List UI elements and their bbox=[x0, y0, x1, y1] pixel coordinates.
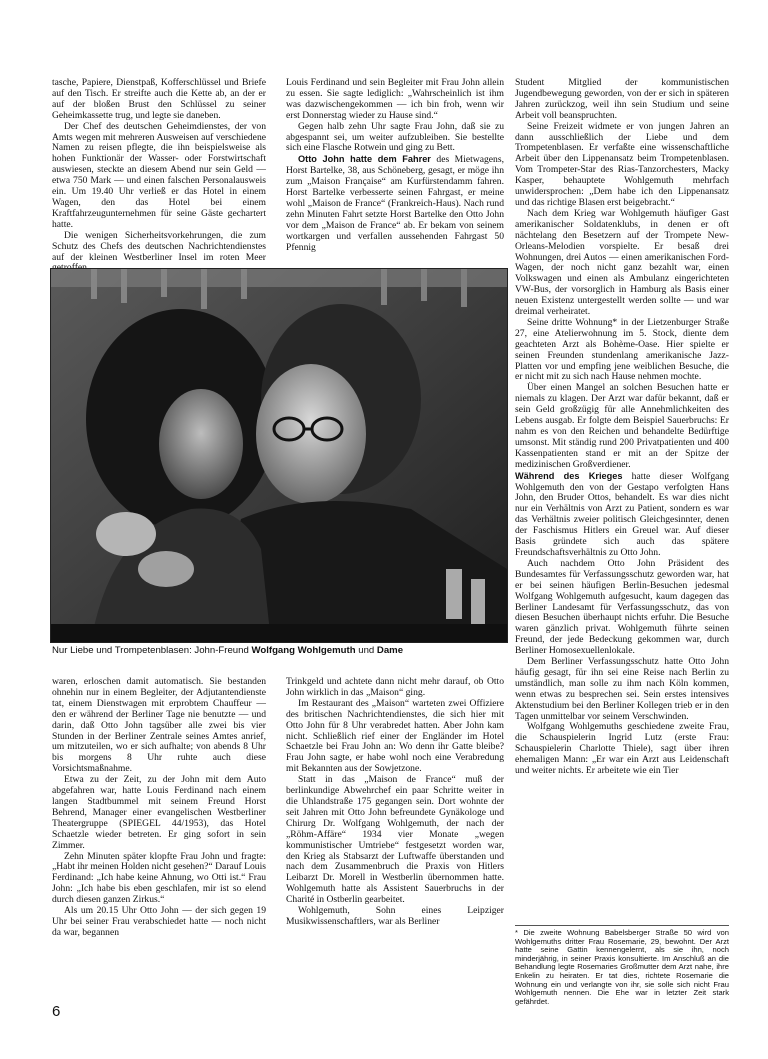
photo-caption bbox=[52, 645, 506, 656]
paragraph: waren, erloschen damit automatisch. Sie bestanden ohnehin nur in einem Begleiter, der Adjutantendienste tat, einem Dienstwagen mit erprobtem Chauffeur — den er während der Berliner Tage nie benutzte — und darin, daß Otto John tagsüber alle zwei bis vier Stunden in der Berliner Zentrale seines Amtes anrief, um mitzuteilen, wo er sich aufhalte; von abends 8 Uhr bis morgens 8 Uhr ruhte auch diese Vorsichtsmaßnahme. bbox=[52, 676, 266, 775]
column-2-bottom bbox=[286, 677, 504, 928]
paragraph: Gegen halb zehn Uhr sagte Frau John, daß sie zu abgespannt sei, um weiter aufzubleiben. Sie bestellte sich eine Flasche Rotwein und ging zu Bett. bbox=[286, 120, 504, 154]
caption-mid: und bbox=[355, 645, 377, 656]
paragraph: Etwa zu der Zeit, zu der John mit dem Auto abgefahren war, hatte Louis Ferdinand nach einem langen Stadtbummel mit seinem Freund Horst Behrend, Manager einer evangelischen Westberliner Theatergruppe (SPIEGEL 44/1953), das Hotel Schaetzle wieder betreten. Er ging sofort in sein Zimmer. bbox=[52, 774, 266, 851]
paragraph: Über einen Mangel an solchen Besuchen hatte er niemals zu klagen. Der Arzt war dafür bekannt, daß er sein Geld großzügig für alle Annehmlichkeiten des Lebens ausgab. Er folgte dem Beispiel Sauerbruchs: Er nahm es von den Reichen und behandelte Bedürftige umsonst. Mit ständig rund 200 Privatpatienten und 400 Kassenpatienten stand er mit an der Spitze der medizinischen Großverdiener. bbox=[515, 382, 729, 470]
column-1-bottom bbox=[52, 677, 266, 939]
paragraph: Im Restaurant des „Maison“ warteten zwei Offiziere des britischen Nachrichtendienstes, die sich hier mit Otto John für 8 Uhr verabredet hatten. Aber John kam nicht. Schließlich rief einer der Engländer im Hotel Schaetzle bei Frau John an: Wo denn ihr Gatte bleibe? Frau John sagte, er habe wohl noch eine Verabredung mit Bekannten aus der Sowjetzone. bbox=[286, 697, 504, 775]
footnote: * Die zweite Wohnung Babelsberger Straße 50 wird von Wohlgemuths dritter Frau Rosemarie, 29, bewohnt. Der Arzt hatte seine Gattin kennengelernt, als sie ihn, noch minderjährig, in seiner Praxis konsultierte. Im Anschluß an die Behandlung legte Rosemaries Großmutter dem Arzt nahe, ihre Enkelin zu heiraten. Er tat dies, richtete Rosemarie die Wohnung ein und verlangte von ihr, sie solle sich nicht Frau Wohlgemuth nennen. Die Ehe war in letzter Zeit stark gefährdet. bbox=[515, 925, 729, 1006]
column-2-top bbox=[286, 78, 504, 254]
caption-name: Wolfgang Wohlgemuth bbox=[251, 645, 356, 656]
paragraph: Auch nachdem Otto John Präsident des Bundesamtes für Verfassungsschutz geworden war, hat er bei seinen häufigen Berlin-Besuchen jedesmal Wolfgang Wohlgemuth aufgesucht, kaum dagegen das Berliner Landesamt für Verfassungsschutz, das von diesen Besuchen überhaupt nichts erfuhr. Die Besuche waren gänzlich privat. Wohlgemuth führte seinen Freund, der jede Bedeckung gekommen war, durch Berliner Homosexuellenlokale. bbox=[515, 557, 729, 657]
photo-image bbox=[51, 269, 507, 642]
paragraph bbox=[286, 154, 504, 253]
column-3 bbox=[515, 78, 729, 777]
paragraph-text: des Mietwagens, Horst Bartelke, 38, aus Schöneberg, gesagt, er möge ihn zum „Maison Française“ am Kurfürstendamm fahren. Horst Bartelke verbesserte seinen Fahrgast, er meine wohl „Maison de France“ (Frankreich-Haus). Nach rund zehn Minuten Fahrt setzte Horst Bartelke den Otto John vor dem „Maison de France“ ab. Er bekam von seinem wortkargen und verfallen aussehenden Fahrgast 50 Pfennig bbox=[286, 154, 504, 253]
paragraph: Als um 20.15 Uhr Otto John — der sich gegen 19 Uhr bei seiner Frau verabschiedet hatte — noch nicht da war, begannen bbox=[52, 905, 266, 938]
caption-prefix: Nur Liebe und Trompetenblasen: John-Freund bbox=[52, 645, 252, 656]
paragraph: Seine dritte Wohnung* in der Lietzenburger Straße 27, eine Atelierwohnung im 5. Stock, diente dem geachteten Arzt als Bohème-Oase. Hier spielte er seinen Freunden stundenlang amerikanische Jazz-Platten vor und empfing jene weiblichen Besuche, die er nicht mit zu sich nach Hause nehmen mochte. bbox=[515, 316, 729, 383]
paragraph-lead-in: Während des Krieges bbox=[515, 470, 623, 481]
paragraph: tasche, Papiere, Dienstpaß, Kofferschlüssel und Briefe auf den Tisch. Er streifte auch die Kette ab, an der er auf der bloßen Brust den Schlüssel zu seiner Geheimkassette trug, und legte sie daneben. bbox=[52, 77, 266, 121]
paragraph: Wohlgemuth, Sohn eines Leipziger Musikwissenschaftlers, war als Berliner bbox=[286, 905, 504, 927]
paragraph: Der Chef des deutschen Geheimdienstes, der von Amts wegen mit mehreren Ausweisen auf verschiedene Namen zu reisen pflegte, die ihn beispielsweise als hohen Funktionär der Wasser- oder Forstwirtschaft auswiesen, steckte an diesem Abend nur sein Geld — etwa 750 Mark — und einen falschen Personalausweis ein. Um 19.40 Uhr verließ er das Hotel in einem Wagen, den das Hotel bei einem Kraftfahrzeugunternehmen für seine Gäste gechartert hatte. bbox=[52, 120, 266, 230]
caption-end: Dame bbox=[376, 645, 404, 656]
paragraph: Louis Ferdinand und sein Begleiter mit Frau John allein zu essen. Sie sagte lediglich: „Wahrscheinlich ist ihm was dazwischengekommen — ich bin froh, wenn wir erst Donnerstag wieder zu Hause sind.“ bbox=[286, 77, 504, 121]
paragraph: Seine Freizeit widmete er von jungen Jahren an dann ausschließlich der Liebe und dem Trompetenblasen. Er verfaßte eine wissenschaftliche Arbeit über den Lippenansatz beim Trompetenblasen. Vom Trompeter-Star des Rias-Tanzorchesters, Macky Kasper, behauptete Wohlgemuth mehrfach unwidersprochen: „Dem habe ich den Lippenansatz und das richtige Blasen erst beigebracht.“ bbox=[515, 120, 729, 208]
paragraph: Nach dem Krieg war Wohlgemuth häufiger Gast amerikanischer Soldatenklubs, in denen er oft nächtelang den Besetzern auf der Trompete New-Orleans-Melodien vorspielte. Er besaß drei Wohnungen, drei Autos — einen amerikanischen Ford-Wagen, der noch nicht ganz bezahlt war, einen Volkswagen und einen als Ambulanz eingerichteten VW-Bus, der vorsorglich in Hamburg als Basis einer neuen Existenz untergestellt werden sollte — und war dreimal verheiratet. bbox=[515, 207, 729, 318]
paragraph: Die wenigen Sicherheitsvorkehrungen, die zum Schutz des Chefs des deutschen Nachrichtendienstes auf der kleinen Westberliner Insel im roten Meer bbox=[52, 229, 266, 263]
paragraph: Dem Berliner Verfassungsschutz hatte Otto John häufig gesagt, für ihn sei eine Reise nach Berlin zu umständlich, man solle zu ihm nach Köln kommen, wenn etwas zu besprechen sei. Sein erstes intensives Aktenstudium bei den Berliner Kollegen trieb er in den Tagen unmittelbar vor seinem Verschwinden. bbox=[515, 656, 729, 722]
paragraph: Zehn Minuten später klopfte Frau John und fragte: „Habt ihr meinen Holden nicht gesehen?“ Darauf Louis Ferdinand: „Ich habe keine Ahnung, wo Otti ist.“ Frau John: „Ich habe bis eben geschlafen, mir ist so elend durch diesen ganzen Zirkus.“ bbox=[52, 850, 266, 906]
column-1-top bbox=[52, 78, 266, 274]
photo-wohlgemuth bbox=[50, 268, 508, 643]
paragraph: Wolfgang Wohlgemuths geschiedene zweite Frau, die Schauspielerin Ingrid Lutz (erste Frau: Schauspielerin Charlotte Thiele), sagt über ihren ehemaligen Mann: „Er war ein Arzt aus Leidenschaft und weiter nichts. Er arbeitete wie ein Tier bbox=[515, 721, 729, 777]
paragraph: Student Mitglied der kommunistischen Jugendbewegung geworden, von der er sich in späteren Jahren zurückzog, weil ihn sein Studium und seine Arbeit voll beanspruchten. bbox=[515, 77, 729, 121]
paragraph-text: hatte dieser Wolfgang Wohlgemuth den von der Gestapo verfolgten Hans John, den Bruder Ottos, behandelt. Es war dies nicht nur ein Verhältnis von Arzt zu Patient, sondern es war das Verhältnis zweier politisch Gleichgesinnter, denen der Faschismus Hitlers ein Greuel war. Auf dieser Basis gründete sich auch das spätere Freundschaftsverhältnis zu Otto John. bbox=[515, 470, 729, 558]
paragraph-lead-in: Otto John hatte dem Fahrer bbox=[298, 154, 431, 165]
paragraph bbox=[515, 471, 729, 559]
page-number: 6 bbox=[52, 1003, 61, 1020]
paragraph: Statt in das „Maison de France“ muß der berlinkundige Abwehrchef ein paar Schritte weiter in die Uhlandstraße 175 gegangen sein. Dort wohnte der seit Jahren mit Otto John befreundete Gynäkologe und Chirurg Dr. Wolfgang Wohlgemuth, der nach der „Röhm-Affäre“ 1934 vier Monate „wegen kommunistischer Umtriebe“ festgesetzt worden war, den Krieg als Stabsarzt der Luftwaffe überstanden und nach dem Zusammenbruch die Praxis von Hitlers Leibarzt Dr. Morell in Westberlin übernommen hatte. Wohlgemuth hatte als Assistent Sauerbruchs in der Charité in Ostberlin gearbeitet. bbox=[286, 774, 504, 906]
paragraph: Trinkgeld und achtete dann nicht mehr darauf, ob Otto John wirklich in das „Maison“ ging. bbox=[286, 676, 504, 698]
